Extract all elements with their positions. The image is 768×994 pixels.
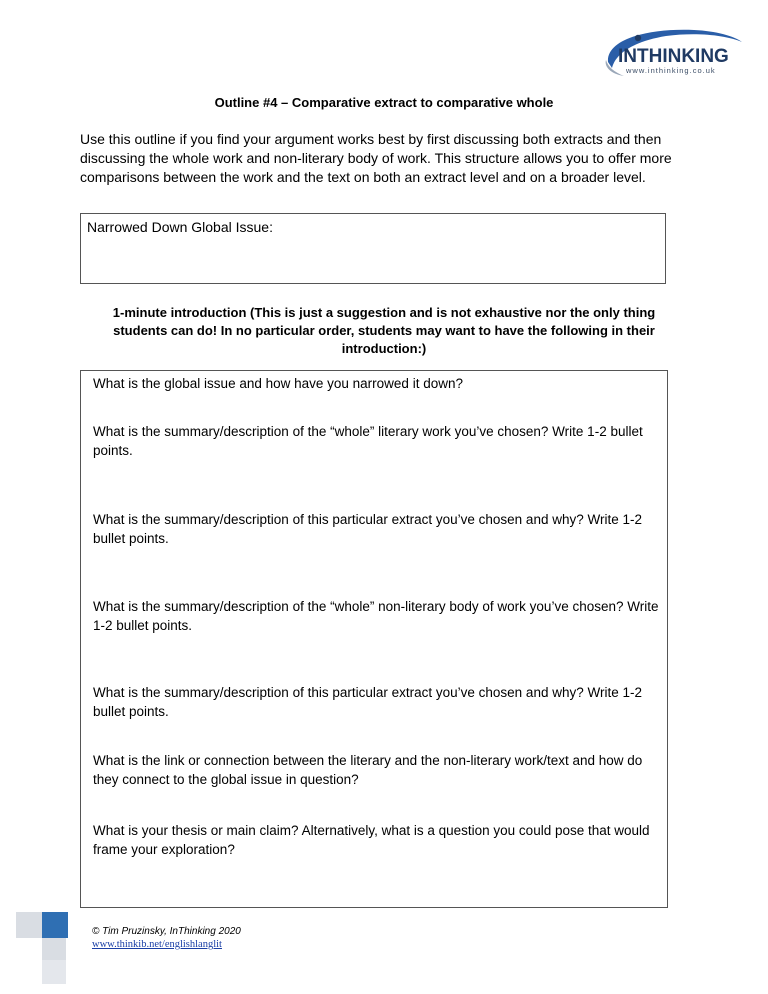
question-item: What is the summary/description of the “whole” non-literary body of work you’ve chosen? Write 1-2 bullet points. [93,599,659,633]
svg-text:www.inthinking.co.uk: www.inthinking.co.uk [626,66,716,75]
question-box [80,370,668,908]
global-issue-box [80,213,666,284]
footer-link[interactable]: www.thinkib.net/englishlanglit [92,939,222,950]
section-heading: 1-minute introduction (This is just a suggestion and is not exhaustive nor the only thing students can do! In no particular order, students may want to have the following in their introduction:) [112,305,656,356]
inthinking-logo [596,22,746,78]
svg-text:INTHINKING: INTHINKING [618,46,729,67]
question-item: What is the summary/description of this particular extract you’ve chosen and why? Write 1-2 bullet points. [93,685,642,719]
question-item: What is the global issue and how have you narrowed it down? [93,376,463,391]
question-item: What is your thesis or main claim? Alternatively, what is a question you could pose that would frame your exploration? [93,823,650,857]
question-item: What is the summary/description of the “whole” literary work you’ve chosen? Write 1-2 bullet points. [93,424,643,458]
footer [92,925,241,951]
corner-squares-decoration [0,890,70,994]
intro-paragraph: Use this outline if you find your argument works best by first discussing both extracts and then discussing the whole work and non-literary body of work. This structure allows you to offer more comparisons between the work and the text on both an extract level and on a broader level. [80,131,672,185]
page-title: Outline #4 – Comparative extract to comparative whole [214,95,554,110]
question-item: What is the summary/description of this particular extract you’ve chosen and why? Write 1-2 bullet points. [93,512,642,546]
global-issue-label: Narrowed Down Global Issue: [87,219,273,235]
footer-copyright: © Tim Pruzinsky, InThinking 2020 [92,926,241,937]
question-item: What is the link or connection between the literary and the non-literary work/text and how do they connect to the global issue in question? [93,753,643,787]
